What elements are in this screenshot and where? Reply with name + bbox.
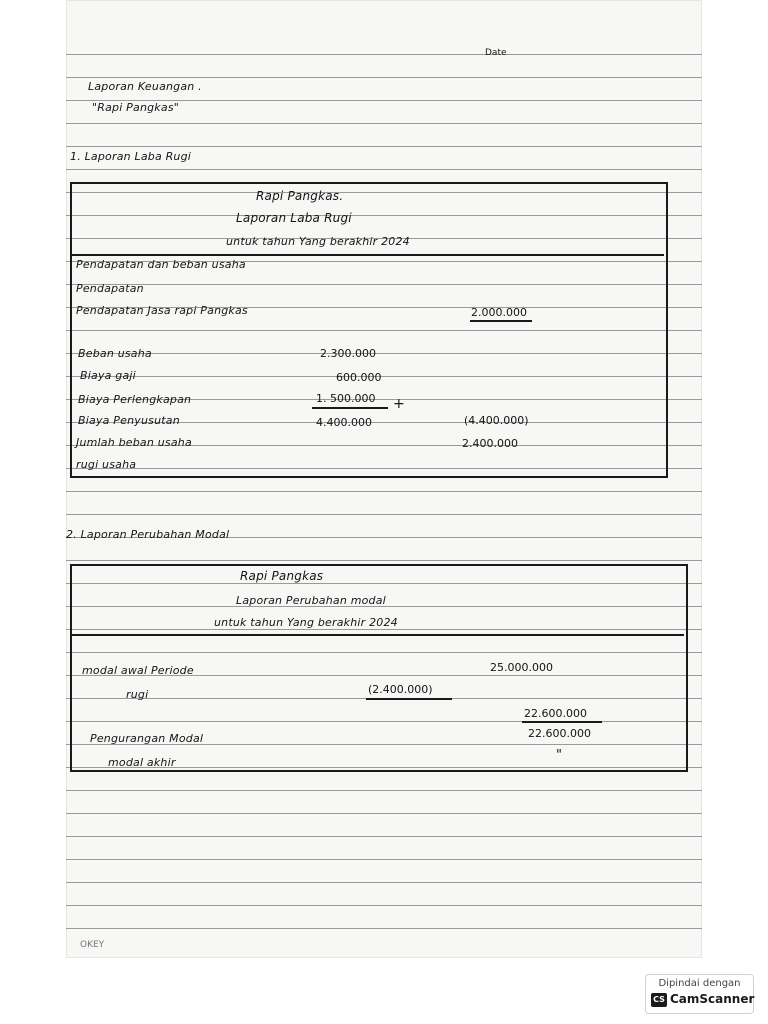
value-ditto: " [556,748,562,763]
row-rugi-usaha: rugi usaha [76,458,137,471]
ruled-line [66,123,702,124]
value-rugi: (2.400.000) [368,683,433,696]
underline-perlengkapan [312,407,388,409]
s2-company: Rapi Pangkas [240,569,324,583]
notebook-page [66,0,702,958]
row-beban-usaha: Beban usaha [78,347,152,360]
value-jumlah-beban: 2.400.000 [462,437,518,450]
badge-name: CamScanner [670,992,755,1006]
value-subtotal: 22.600.000 [524,707,587,720]
income-statement-box [70,182,668,478]
ruled-line [66,790,702,791]
value-total-beban: (4.400.000) [464,414,529,427]
row-pendapatan: Pendapatan [76,282,144,295]
ruled-line [66,813,702,814]
title-line2: "Rapi Pangkas" [92,101,180,114]
ruled-line [66,77,702,78]
row-modal-awal: modal awal Periode [82,664,194,677]
notebook-brand-mark: OKEY [80,940,105,950]
row-modal-akhir: modal akhir [108,756,176,769]
underline-rugi [366,698,452,700]
ruled-line [66,514,702,515]
ruled-line [66,169,702,170]
row-pendapatan-jasa: Pendapatan Jasa rapi Pangkas [76,304,248,317]
section2-heading: 2. Laporan Perubahan Modal [66,528,230,541]
row-pendapatan-beban: Pendapatan dan beban usaha [76,258,246,271]
ruled-line [66,146,702,147]
underline-subtotal [522,721,602,723]
section1-heading: 1. Laporan Laba Rugi [70,150,192,163]
value-biaya-gaji: 600.000 [336,371,382,384]
row-biaya-perlengkapan: Biaya Perlengkapan [78,393,192,406]
value-beban-usaha: 2.300.000 [320,347,376,360]
value-biaya-penyusutan: 4.400.000 [316,416,372,429]
title-line1: Laporan Keuangan . [88,80,202,93]
s1-company: Rapi Pangkas. [256,189,344,203]
ruled-line [66,905,702,906]
row-rugi: rugi [126,688,149,701]
camscanner-logo-icon: CS [651,993,667,1007]
s1-period: untuk tahun Yang berakhir 2024 [226,235,410,248]
date-label: Date [485,48,507,58]
badge-label: Dipindai dengan [658,978,741,989]
s2-period: untuk tahun Yang berakhir 2024 [214,616,398,629]
ruled-line [66,836,702,837]
row-biaya-gaji: Biaya gaji [80,369,136,382]
s1-statement: Laporan Laba Rugi [236,211,352,225]
underline-pendapatan [470,320,532,322]
ruled-line [66,491,702,492]
value-pendapatan-jasa: 2.000.000 [471,306,527,319]
ruled-line [66,928,702,929]
row-jumlah-beban: Jumlah beban usaha [76,436,192,449]
ruled-line [66,882,702,883]
row-biaya-penyusutan: Biaya Penyusutan [78,414,180,427]
plus-sign: + [393,396,405,412]
ruled-line [66,54,702,55]
ruled-line [66,560,702,561]
ruled-line [66,859,702,860]
value-biaya-perlengkapan: 1. 500.000 [316,392,376,405]
equity-header-divider [72,634,684,636]
value-pengurangan: 22.600.000 [528,727,591,740]
row-pengurangan: Pengurangan Modal [90,732,204,745]
income-header-divider [72,254,664,256]
camscanner-badge [645,974,754,1014]
value-modal-awal: 25.000.000 [490,661,553,674]
s2-statement: Laporan Perubahan modal [236,594,386,607]
